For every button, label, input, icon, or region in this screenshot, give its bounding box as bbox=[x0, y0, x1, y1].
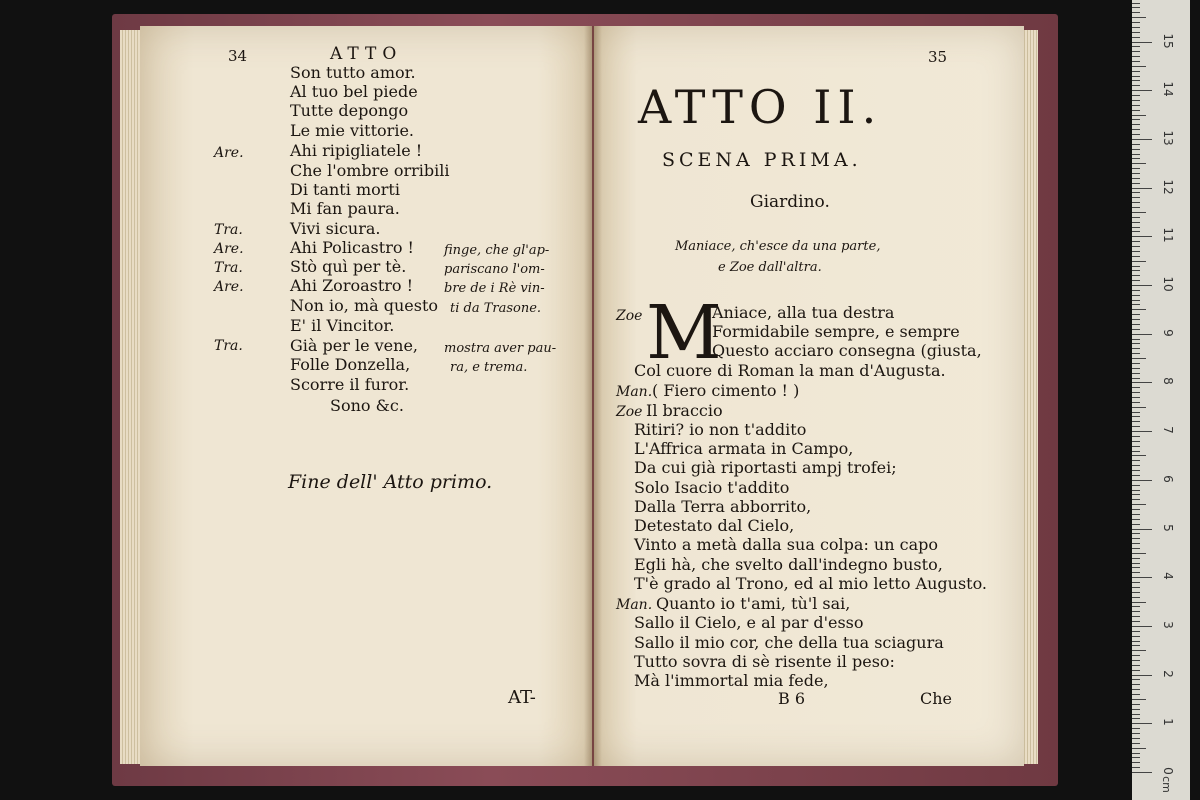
left-speaker: Tra. bbox=[214, 222, 243, 238]
verse-line: Folle Donzella, bbox=[290, 355, 411, 374]
signature-mark: B 6 bbox=[778, 689, 806, 708]
verse-line: Dalla Terra abborrito, bbox=[634, 497, 812, 516]
ruler-tick bbox=[1132, 115, 1146, 116]
ruler-tick bbox=[1132, 577, 1152, 578]
stage-direction: mostra aver pau- bbox=[444, 341, 557, 356]
verse-line: Da cui già riportasti ampj trofei; bbox=[634, 458, 897, 477]
stage-direction: ra, e trema. bbox=[450, 360, 528, 375]
verse-line: Questo acciaro consegna (giusta, bbox=[712, 341, 982, 360]
ruler-tick bbox=[1132, 95, 1140, 96]
ruler-tick bbox=[1132, 641, 1140, 642]
ruler-number: 13 bbox=[1161, 130, 1175, 146]
ruler-tick bbox=[1132, 611, 1140, 612]
verse-line: Ritiri? io non t'addito bbox=[634, 420, 807, 439]
ruler-tick bbox=[1132, 71, 1140, 72]
verse-line: E' il Vincitor. bbox=[290, 316, 395, 335]
verse-line: L'Affrica armata in Campo, bbox=[634, 439, 854, 458]
ruler-tick bbox=[1132, 675, 1152, 676]
ruler-tick bbox=[1132, 738, 1140, 739]
verse-line: ( Fiero cimento ! ) bbox=[652, 381, 800, 400]
ruler-tick bbox=[1132, 261, 1146, 262]
ruler-number: 7 bbox=[1161, 426, 1175, 434]
ruler-tick bbox=[1132, 105, 1140, 106]
act-title: ATTO II. bbox=[638, 80, 883, 134]
verse-line: Formidabile sempre, e sempre bbox=[712, 322, 960, 341]
ruler-tick bbox=[1132, 37, 1140, 38]
ruler-unit: cm bbox=[1159, 776, 1173, 793]
ruler-tick bbox=[1132, 626, 1152, 627]
ruler-tick bbox=[1132, 51, 1140, 52]
ruler-tick bbox=[1132, 543, 1140, 544]
ruler-tick bbox=[1132, 679, 1140, 680]
verse-line: Già per le vene, bbox=[290, 336, 419, 355]
left-page-number: 34 bbox=[228, 47, 248, 65]
ruler-number: 1 bbox=[1161, 718, 1175, 727]
ruler-tick bbox=[1132, 173, 1140, 174]
ruler-tick bbox=[1132, 46, 1140, 47]
verse-line: Scorre il furor. bbox=[290, 375, 410, 394]
ruler-tick bbox=[1132, 714, 1140, 715]
ruler-tick bbox=[1132, 494, 1140, 495]
verse-line: Solo Isacio t'addito bbox=[634, 478, 790, 497]
ruler-tick bbox=[1132, 767, 1140, 768]
verse-line: Aniace, alla tua destra bbox=[712, 303, 895, 322]
verse-line: Ahi ripigliatele ! bbox=[290, 141, 423, 160]
stage-direction: finge, che gl'ap- bbox=[444, 243, 550, 258]
ruler-tick bbox=[1132, 465, 1140, 466]
page-edges-left bbox=[120, 30, 142, 764]
stage-direction: ti da Trasone. bbox=[450, 301, 542, 316]
ruler-tick bbox=[1132, 17, 1146, 18]
ruler-tick bbox=[1132, 470, 1140, 471]
ruler-tick bbox=[1132, 275, 1140, 276]
ruler-tick bbox=[1132, 212, 1146, 213]
ruler-tick bbox=[1132, 266, 1140, 267]
ruler-tick bbox=[1132, 538, 1140, 539]
ruler-tick bbox=[1132, 407, 1146, 408]
ruler-tick bbox=[1132, 436, 1140, 437]
ruler-tick bbox=[1132, 660, 1140, 661]
ruler-tick bbox=[1132, 231, 1140, 232]
ruler-tick bbox=[1132, 723, 1152, 724]
right-speaker: Man. bbox=[616, 384, 653, 400]
book-gutter bbox=[584, 26, 602, 766]
ruler-tick bbox=[1132, 558, 1140, 559]
ruler-tick bbox=[1132, 163, 1146, 164]
ruler-tick bbox=[1132, 119, 1140, 120]
ruler-tick bbox=[1132, 480, 1152, 481]
ruler-tick bbox=[1132, 519, 1140, 520]
ruler-tick bbox=[1132, 490, 1140, 491]
ruler-tick bbox=[1132, 616, 1140, 617]
ruler-tick bbox=[1132, 329, 1140, 330]
ruler-tick bbox=[1132, 66, 1146, 67]
ruler-tick bbox=[1132, 149, 1140, 150]
ruler-tick bbox=[1132, 222, 1140, 223]
ruler-tick bbox=[1132, 441, 1140, 442]
ruler-tick bbox=[1132, 285, 1152, 286]
ruler-number: 14 bbox=[1161, 81, 1175, 97]
ruler-tick bbox=[1132, 426, 1140, 427]
ruler-tick bbox=[1132, 602, 1146, 603]
right-speaker: Zoe bbox=[616, 308, 643, 324]
ruler-tick bbox=[1132, 110, 1140, 111]
verse-line: Sallo il Cielo, e al par d'esso bbox=[634, 613, 864, 632]
ruler-tick bbox=[1132, 684, 1140, 685]
ruler-tick bbox=[1132, 451, 1140, 452]
ruler-tick bbox=[1132, 597, 1140, 598]
verse-line: Quanto io t'ami, tù'l sai, bbox=[656, 594, 851, 613]
ruler-tick bbox=[1132, 572, 1140, 573]
verse-line: Stò quì per tè. bbox=[290, 257, 407, 276]
left-speaker: Tra. bbox=[214, 260, 243, 276]
ruler-tick bbox=[1132, 485, 1140, 486]
ruler-tick bbox=[1132, 587, 1140, 588]
left-speaker: Are. bbox=[214, 241, 244, 257]
ruler-tick bbox=[1132, 295, 1140, 296]
ruler-tick bbox=[1132, 509, 1140, 510]
ruler-number: 8 bbox=[1161, 377, 1175, 386]
ruler-tick bbox=[1132, 704, 1140, 705]
ruler-tick bbox=[1132, 636, 1140, 637]
ruler-tick bbox=[1132, 446, 1140, 447]
ruler-number: 2 bbox=[1161, 669, 1175, 678]
ruler-tick bbox=[1132, 378, 1140, 379]
ruler-tick bbox=[1132, 358, 1146, 359]
ruler-tick bbox=[1132, 309, 1146, 310]
ruler-tick bbox=[1132, 7, 1140, 8]
ruler-tick bbox=[1132, 324, 1140, 325]
scene-setting: Giardino. bbox=[750, 192, 830, 212]
ruler-tick bbox=[1132, 402, 1140, 403]
ruler-tick bbox=[1132, 748, 1146, 749]
ruler-tick bbox=[1132, 670, 1140, 671]
ruler-tick bbox=[1132, 3, 1140, 4]
ruler-tick bbox=[1132, 475, 1140, 476]
ruler-tick bbox=[1132, 382, 1152, 383]
verse-line: Di tanti morti bbox=[290, 180, 400, 199]
ruler-tick bbox=[1132, 416, 1140, 417]
ruler-tick bbox=[1132, 363, 1140, 364]
verse-line: Tutte depongo bbox=[290, 101, 409, 120]
ruler-tick bbox=[1132, 134, 1140, 135]
ruler-tick bbox=[1132, 694, 1140, 695]
page-edges-right bbox=[1022, 30, 1038, 764]
verse-line: Che l'ombre orribili bbox=[290, 161, 450, 180]
left-speaker: Are. bbox=[214, 145, 244, 161]
ruler-tick bbox=[1132, 12, 1140, 13]
ruler-tick bbox=[1132, 431, 1152, 432]
right-catchword: Che bbox=[920, 689, 953, 708]
ruler-tick bbox=[1132, 251, 1140, 252]
verse-line: Al tuo bel piede bbox=[290, 82, 418, 101]
right-speaker: Zoe bbox=[616, 404, 643, 420]
ruler-tick bbox=[1132, 90, 1152, 91]
ruler-tick bbox=[1132, 504, 1146, 505]
ruler-tick bbox=[1132, 343, 1140, 344]
ruler-tick bbox=[1132, 743, 1140, 744]
ruler-tick bbox=[1132, 373, 1140, 374]
scene-title: SCENA PRIMA. bbox=[662, 149, 862, 171]
verse-line: Vivi sicura. bbox=[290, 219, 381, 238]
ruler-tick bbox=[1132, 61, 1140, 62]
left-speaker: Tra. bbox=[214, 338, 243, 354]
verse-line: Detestato dal Cielo, bbox=[634, 516, 795, 535]
verse-line: Col cuore di Roman la man d'Augusta. bbox=[634, 361, 946, 380]
ruler-tick bbox=[1132, 280, 1140, 281]
ruler-tick bbox=[1132, 192, 1140, 193]
ruler-tick bbox=[1132, 188, 1152, 189]
ruler-tick bbox=[1132, 124, 1140, 125]
ruler-number: 4 bbox=[1161, 572, 1175, 580]
ruler-tick bbox=[1132, 304, 1140, 305]
ruler-tick bbox=[1132, 460, 1140, 461]
ruler-tick bbox=[1132, 582, 1140, 583]
ruler-number: 0 bbox=[1161, 767, 1175, 775]
verse-line: Son tutto amor. bbox=[290, 63, 416, 82]
verse-line: Sallo il mio cor, che della tua sciagura bbox=[634, 633, 944, 652]
ruler-tick bbox=[1132, 144, 1140, 145]
ruler-tick bbox=[1132, 650, 1146, 651]
ruler-tick bbox=[1132, 202, 1140, 203]
ruler-tick bbox=[1132, 397, 1140, 398]
ruler-tick bbox=[1132, 178, 1140, 179]
verse-line: Ahi Zoroastro ! bbox=[290, 276, 414, 295]
ruler-tick bbox=[1132, 548, 1140, 549]
ruler-tick bbox=[1132, 183, 1140, 184]
ruler-tick bbox=[1132, 753, 1140, 754]
ruler-tick bbox=[1132, 129, 1140, 130]
ruler-number: 3 bbox=[1161, 621, 1175, 629]
ruler-tick bbox=[1132, 256, 1140, 257]
ruler-tick bbox=[1132, 563, 1140, 564]
ruler-tick bbox=[1132, 27, 1140, 28]
ruler-tick bbox=[1132, 80, 1140, 81]
ruler-tick bbox=[1132, 241, 1140, 242]
verse-line: Mi fan paura. bbox=[290, 199, 400, 218]
ruler-tick bbox=[1132, 718, 1140, 719]
drop-cap: M bbox=[646, 290, 722, 376]
ruler-tick bbox=[1132, 621, 1140, 622]
ruler-tick bbox=[1132, 631, 1140, 632]
ruler-tick bbox=[1132, 154, 1140, 155]
ruler-tick bbox=[1132, 42, 1152, 43]
ruler-tick bbox=[1132, 300, 1140, 301]
left-running-head: ATTO bbox=[330, 44, 403, 64]
ruler-tick bbox=[1132, 524, 1140, 525]
ruler-tick bbox=[1132, 32, 1140, 33]
ruler-tick bbox=[1132, 606, 1140, 607]
ruler-tick bbox=[1132, 533, 1140, 534]
ruler-tick bbox=[1132, 353, 1140, 354]
verse-line: Egli hà, che svelto dall'indegno busto, bbox=[634, 555, 943, 574]
ruler-tick bbox=[1132, 655, 1140, 656]
verse-line: Tutto sovra di sè risente il peso: bbox=[634, 652, 895, 671]
right-page-number: 35 bbox=[928, 48, 948, 66]
ruler-tick bbox=[1132, 387, 1140, 388]
ruler-number: 12 bbox=[1161, 178, 1175, 195]
ruler-tick bbox=[1132, 100, 1140, 101]
ruler-tick bbox=[1132, 499, 1140, 500]
ruler-tick bbox=[1132, 699, 1146, 700]
ruler-tick bbox=[1132, 733, 1140, 734]
ruler-tick bbox=[1132, 709, 1140, 710]
left-catchword: AT- bbox=[508, 687, 536, 708]
ruler-tick bbox=[1132, 227, 1140, 228]
ruler-number: 10 bbox=[1161, 276, 1175, 292]
ruler-tick bbox=[1132, 168, 1140, 169]
ruler-tick bbox=[1132, 368, 1140, 369]
ruler-tick bbox=[1132, 76, 1140, 77]
ruler-tick bbox=[1132, 529, 1152, 530]
ruler-tick bbox=[1132, 728, 1140, 729]
left-speaker: Are. bbox=[214, 279, 244, 295]
ruler-number: 9 bbox=[1161, 328, 1175, 337]
ruler-number: 15 bbox=[1161, 32, 1175, 49]
ruler-tick bbox=[1132, 207, 1140, 208]
ruler-tick bbox=[1132, 236, 1152, 237]
verse-line: Ahi Policastro ! bbox=[290, 238, 414, 257]
stage-direction: e Zoe dall'altra. bbox=[718, 260, 822, 275]
verse-line: Il braccio bbox=[646, 401, 723, 420]
ruler-number: 5 bbox=[1161, 523, 1175, 532]
ruler-tick bbox=[1132, 567, 1140, 568]
ruler-tick bbox=[1132, 158, 1140, 159]
ruler-tick bbox=[1132, 270, 1140, 271]
ruler-tick bbox=[1132, 689, 1140, 690]
ruler-tick bbox=[1132, 665, 1140, 666]
ruler-number: 6 bbox=[1161, 474, 1175, 483]
ruler-tick bbox=[1132, 314, 1140, 315]
ruler-tick bbox=[1132, 290, 1140, 291]
ruler-number: 11 bbox=[1161, 227, 1175, 243]
ruler-tick bbox=[1132, 412, 1140, 413]
ruler-tick bbox=[1132, 772, 1152, 773]
act-end-note: Fine dell' Atto primo. bbox=[288, 471, 493, 493]
ruler-tick bbox=[1132, 592, 1140, 593]
ruler-tick bbox=[1132, 762, 1140, 763]
ruler-tick bbox=[1132, 757, 1140, 758]
ruler-tick bbox=[1132, 392, 1140, 393]
measurement-ruler bbox=[1132, 0, 1190, 800]
verse-line: Non io, mà questo bbox=[290, 296, 439, 315]
ruler-tick bbox=[1132, 22, 1140, 23]
verse-line: Mà l'immortal mia fede, bbox=[634, 671, 829, 690]
ruler-tick bbox=[1132, 334, 1152, 335]
ruler-tick bbox=[1132, 455, 1146, 456]
ruler-tick bbox=[1132, 645, 1140, 646]
ruler-tick bbox=[1132, 56, 1140, 57]
verse-line: Vinto a metà dalla sua colpa: un capo bbox=[634, 535, 938, 554]
ruler-tick bbox=[1132, 197, 1140, 198]
right-speaker: Man. bbox=[616, 597, 653, 613]
ruler-tick bbox=[1132, 348, 1140, 349]
ruler-tick bbox=[1132, 553, 1146, 554]
ruler-tick bbox=[1132, 85, 1140, 86]
ruler-tick bbox=[1132, 421, 1140, 422]
ruler-tick bbox=[1132, 319, 1140, 320]
stage-direction: bre de i Rè vin- bbox=[444, 281, 545, 296]
verse-line: T'è grado al Trono, ed al mio letto Augusto. bbox=[634, 574, 988, 593]
ruler-tick bbox=[1132, 339, 1140, 340]
verse-line: Le mie vittorie. bbox=[290, 121, 414, 140]
stage-direction: Maniace, ch'esce da una parte, bbox=[675, 239, 881, 254]
ruler-tick bbox=[1132, 217, 1140, 218]
stage-direction: pariscano l'om- bbox=[444, 262, 545, 277]
verse-line: Sono &c. bbox=[330, 396, 404, 415]
ruler-tick bbox=[1132, 139, 1152, 140]
ruler-tick bbox=[1132, 514, 1140, 515]
ruler-tick bbox=[1132, 246, 1140, 247]
